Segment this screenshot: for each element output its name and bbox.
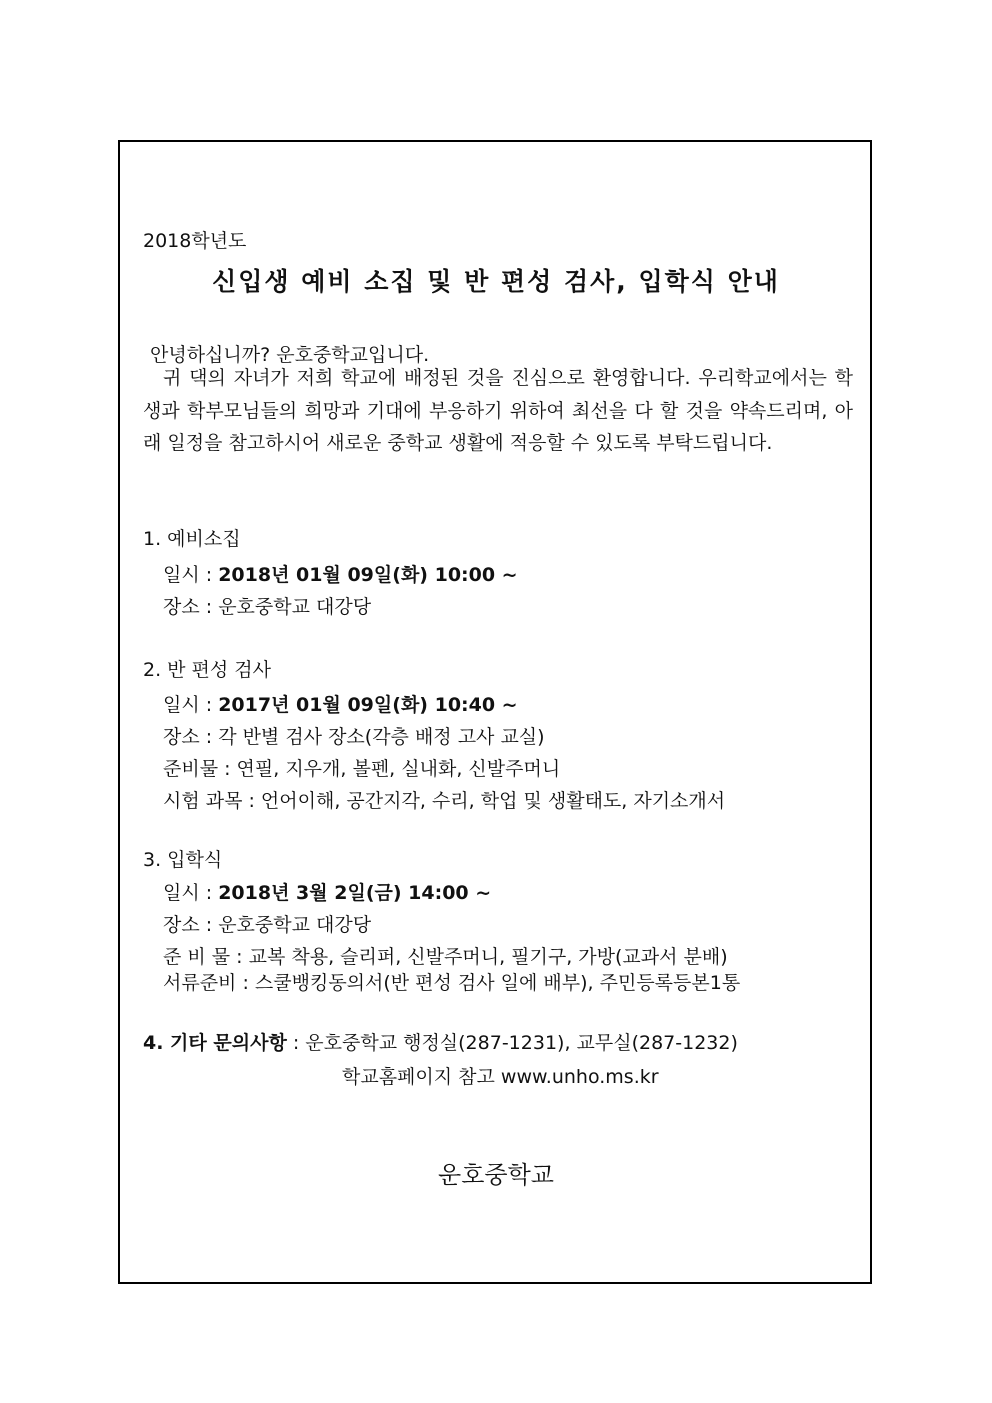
section3-heading: 3. 입학식 xyxy=(143,849,223,871)
section1-date xyxy=(163,560,518,587)
section1-date-label: 일시 : xyxy=(163,564,219,586)
section2-date xyxy=(163,690,518,717)
section3-date-label: 일시 : xyxy=(163,882,219,904)
section2-subjects: 시험 과목 : 언어이해, 공간지각, 수리, 학업 및 생활태도, 자기소개서 xyxy=(163,790,726,812)
section4-contact: : 운호중학교 행정실(287-1231), 교무실(287-1232) xyxy=(286,1032,738,1054)
section1-date-value: 2018년 01월 09일(화) 10:00 ~ xyxy=(218,564,518,586)
section4-contact-line xyxy=(143,1028,738,1055)
school-name-signature: 운호중학교 xyxy=(438,1161,554,1189)
section3-date xyxy=(163,878,491,905)
section3-supplies: 준 비 물 : 교복 착용, 슬리퍼, 신발주머니, 필기구, 가방(교과서 분배) xyxy=(163,946,728,968)
section3-documents: 서류준비 : 스쿨뱅킹동의서(반 편성 검사 일에 배부), 주민등록등본1통 xyxy=(163,972,741,994)
section4-heading: 4. 기타 문의사항 xyxy=(143,1032,287,1054)
greeting: 안녕하십니까? 운호중학교입니다. xyxy=(150,344,430,366)
document-title: 신입생 예비 소집 및 반 편성 검사, 입학식 안내 xyxy=(212,267,780,296)
section1-heading: 1. 예비소집 xyxy=(143,528,241,550)
section4-homepage: 학교홈페이지 참고 www.unho.ms.kr xyxy=(342,1066,659,1088)
school-year: 2018학년도 xyxy=(143,230,247,252)
section3-place: 장소 : 운호중학교 대강당 xyxy=(163,914,372,936)
section2-date-label: 일시 : xyxy=(163,694,219,716)
section3-date-value: 2018년 3월 2일(금) 14:00 ~ xyxy=(218,882,492,904)
section2-place: 장소 : 각 반별 검사 장소(각층 배정 고사 교실) xyxy=(163,726,545,748)
section1-place: 장소 : 운호중학교 대강당 xyxy=(163,596,372,618)
section2-date-value: 2017년 01월 09일(화) 10:40 ~ xyxy=(218,694,518,716)
section2-heading: 2. 반 편성 검사 xyxy=(143,659,272,681)
intro-paragraph: 귀 댁의 자녀가 저희 학교에 배정된 것을 진심으로 환영합니다. 우리학교에서는 학생과 학부모님들의 희망과 기대에 부응하기 위하여 최선을 다 할 것을 약속드리며, 아래 일정을 참고하시어 새로운 중학교 생활에 적응할 수 있도록 부탁드립니다. xyxy=(143,367,853,454)
section2-supplies: 준비물 : 연필, 지우개, 볼펜, 실내화, 신발주머니 xyxy=(163,758,561,780)
